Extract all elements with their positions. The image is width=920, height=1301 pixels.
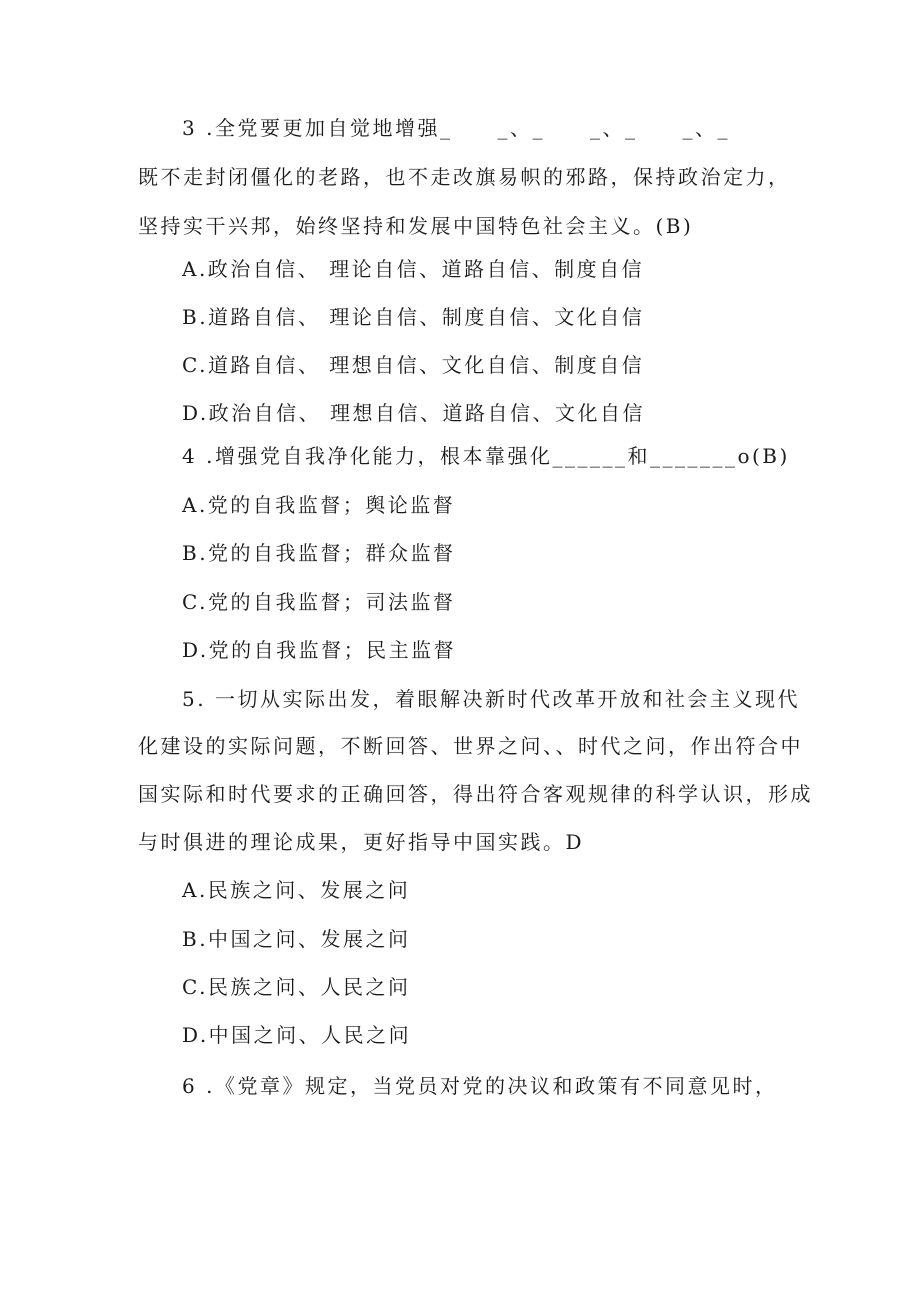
question-4-option-b: B.党的自我监督；群众监督 <box>182 541 456 565</box>
question-6-stem-line-1: 6 .《党章》规定，当党员对党的决议和政策有不同意见时， <box>182 1074 778 1098</box>
question-3-stem-line-2: 既不走封闭僵化的老路，也不走改旗易帜的邪路，保持政治定力， <box>138 165 791 189</box>
question-5-option-c: C.民族之问、人民之问 <box>182 975 411 999</box>
question-3-option-d: D.政治自信、 理想自信、道路自信、文化自信 <box>182 401 646 425</box>
question-3-option-c: C.道路自信、 理想自信、文化自信、制度自信 <box>182 353 645 377</box>
question-5-option-a: A.民族之问、发展之问 <box>182 878 411 902</box>
question-5-stem-line-2: 化建设的实际问题，不断回答、世界之问、、时代之问，作出符合中 <box>138 734 803 758</box>
question-3-stem-line-3: 坚持实干兴邦，始终坚持和发展中国特色社会主义。(B) <box>138 214 694 238</box>
question-3-stem-line-1: 3 .全党要更加自觉地增强_ _、_ _、_ _、_ <box>182 116 730 140</box>
question-3-option-a: A.政治自信、 理论自信、道路自信、制度自信 <box>182 257 645 281</box>
question-5-stem-line-1: 5. 一切从实际出发，着眼解决新时代改革开放和社会主义现代 <box>182 687 800 711</box>
question-4-option-a: A.党的自我监督；舆论监督 <box>182 493 456 517</box>
question-5-option-b: B.中国之问、发展之问 <box>182 927 411 951</box>
question-3-option-b: B.道路自信、 理论自信、制度自信、文化自信 <box>182 305 645 329</box>
question-4-option-c: C.党的自我监督；司法监督 <box>182 590 456 614</box>
question-4-option-d: D.党的自我监督；民主监督 <box>182 638 457 662</box>
question-5-stem-line-3: 国实际和时代要求的正确回答，得出符合客观规律的科学认识，形成 <box>138 782 813 806</box>
question-4-stem-line-1: 4 .增强党自我净化能力，根本靠强化______和_______o(B) <box>182 444 790 468</box>
question-5-stem-line-4: 与时俱进的理论成果，更好指导中国实践。D <box>138 830 585 854</box>
question-5-option-d: D.中国之问、人民之问 <box>182 1023 412 1047</box>
